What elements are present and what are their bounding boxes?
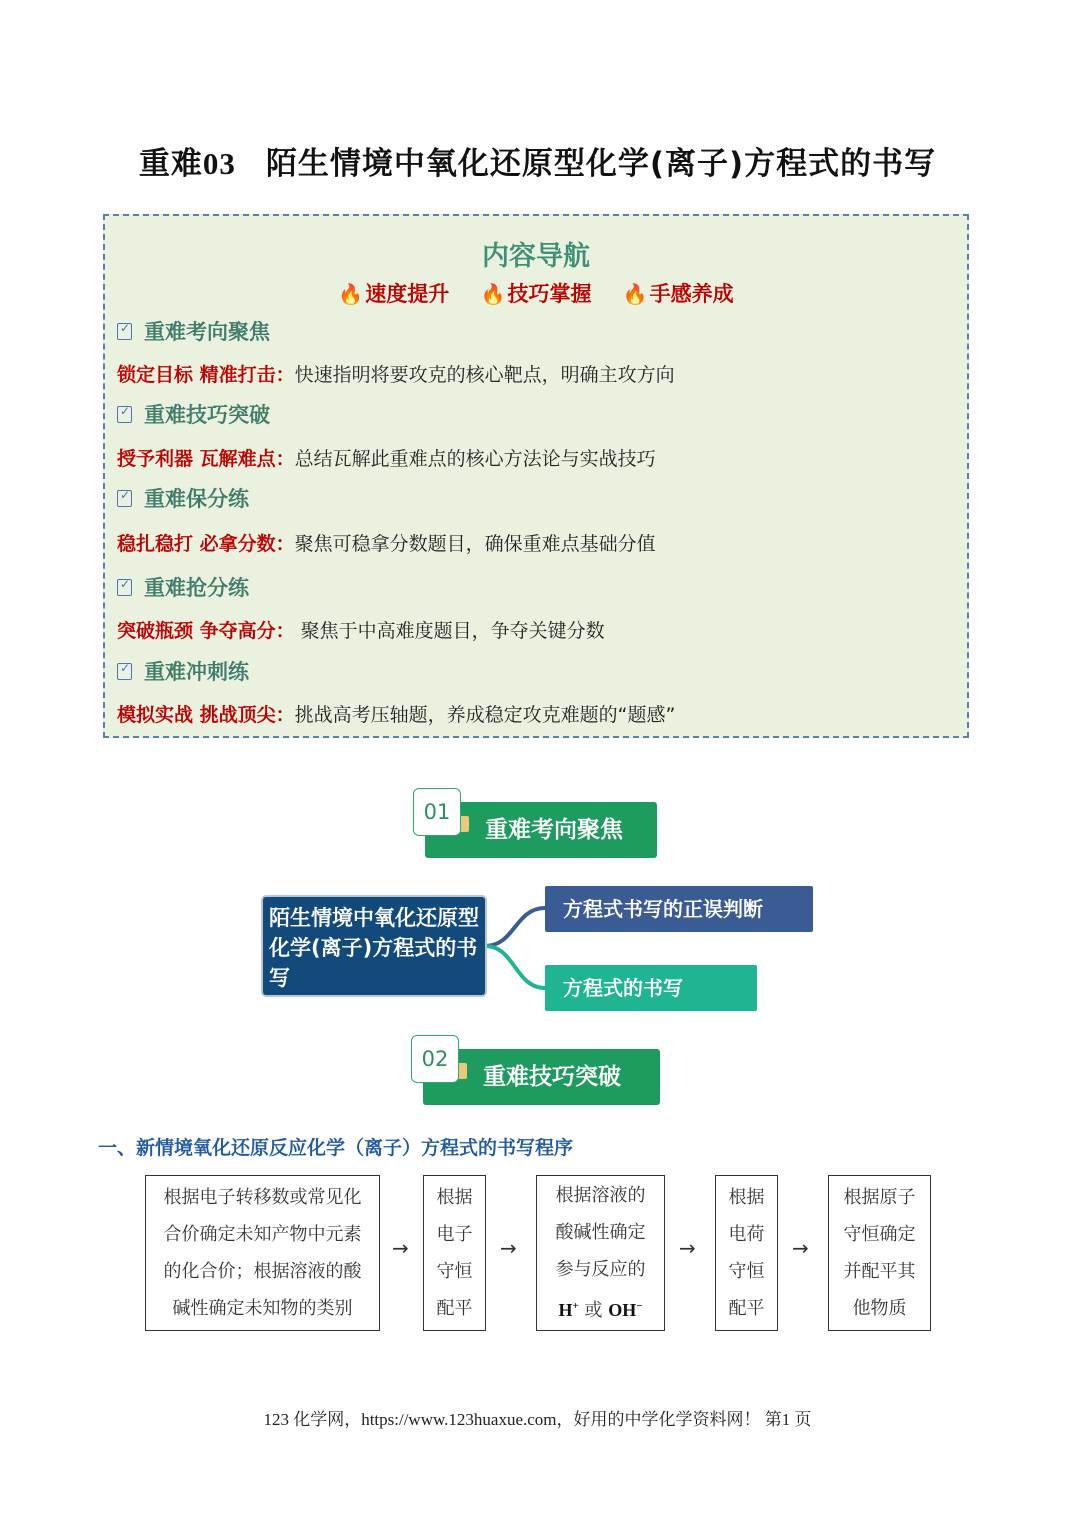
nav-section-line: 授予利器 瓦解难点：总结瓦解此重难点的核心方法论与实战技巧 — [117, 448, 656, 470]
nav-tag: 🔥速度提升 — [338, 282, 450, 306]
flow-arrow: → — [792, 1236, 809, 1260]
flow-arrow: → — [500, 1236, 517, 1260]
nav-section-heading: ✓ 重难冲刺练 — [117, 656, 249, 686]
flame-icon: 🔥 — [480, 282, 506, 306]
flame-icon: 🔥 — [338, 282, 364, 306]
nav-section-line: 模拟实战 挑战顶尖：挑战高考压轴题，养成稳定攻克难题的“题感” — [117, 704, 676, 726]
section-banner-02 — [411, 1035, 663, 1091]
flow-step-2: 根据 电子 守恒 配平 — [423, 1175, 486, 1331]
nav-tag: 🔥手感养成 — [622, 282, 734, 306]
flow-step-1: 根据电子转移数或常见化 合价确定未知产物中元素 的化合价；根据溶液的酸 碱性确定未知物的类别 — [145, 1175, 380, 1331]
ion-formulas: H+ 或 OH− — [558, 1300, 643, 1321]
flow-step-5: 根据原子 守恒确定 并配平其 他物质 — [828, 1175, 931, 1331]
mindmap-node-writing: 方程式的书写 — [545, 965, 757, 1011]
banner-label: 重难考向聚焦 — [485, 817, 623, 843]
title-prefix: 重难 — [138, 146, 203, 182]
banner-number: 02 — [411, 1035, 459, 1083]
nav-section-heading: ✓ 重难考向聚焦 — [117, 316, 270, 346]
flow-step-3: 根据溶液的 酸碱性确定 参与反应的 H+ 或 OH− — [536, 1175, 665, 1331]
nav-tag: 🔥技巧掌握 — [480, 282, 592, 306]
nav-section-line: 突破瓶颈 争夺高分： 聚焦于中高难度题目，争夺关键分数 — [117, 620, 605, 642]
nav-section-heading: ✓ 重难技巧突破 — [117, 399, 270, 429]
title-text: 陌生情境中氧化还原型化学(离子)方程式的书写 — [265, 146, 937, 182]
mindmap-root: 陌生情境中氧化还原型化学(离子)方程式的书写 — [263, 897, 485, 995]
nav-title: 内容导航 — [482, 241, 590, 272]
banner-label: 重难技巧突破 — [483, 1064, 621, 1090]
flow-arrow: → — [392, 1236, 409, 1260]
nav-section-line: 稳扎稳打 必拿分数：聚焦可稳拿分数题目，确保重难点基础分值 — [117, 533, 656, 555]
nav-section-heading: ✓ 重难抢分练 — [117, 572, 249, 602]
flow-step-4: 根据 电荷 守恒 配平 — [715, 1175, 778, 1331]
nav-section-line: 锁定目标 精准打击：快速指明将要攻克的核心靶点，明确主攻方向 — [117, 364, 675, 386]
title-number: 03 — [202, 146, 236, 181]
flame-icon: 🔥 — [622, 282, 648, 306]
page-footer: 123 化学网，https://www.123huaxue.com，好用的中学化学资料网！ 第1 页 — [263, 1410, 812, 1429]
section-heading: 一、新情境氧化还原反应化学（离子）方程式的书写程序 — [98, 1137, 574, 1159]
nav-section-heading: ✓ 重难保分练 — [117, 483, 249, 513]
banner-number: 01 — [413, 788, 461, 836]
mindmap-node-judgment: 方程式书写的正误判断 — [545, 886, 813, 932]
flow-arrow: → — [679, 1236, 696, 1260]
